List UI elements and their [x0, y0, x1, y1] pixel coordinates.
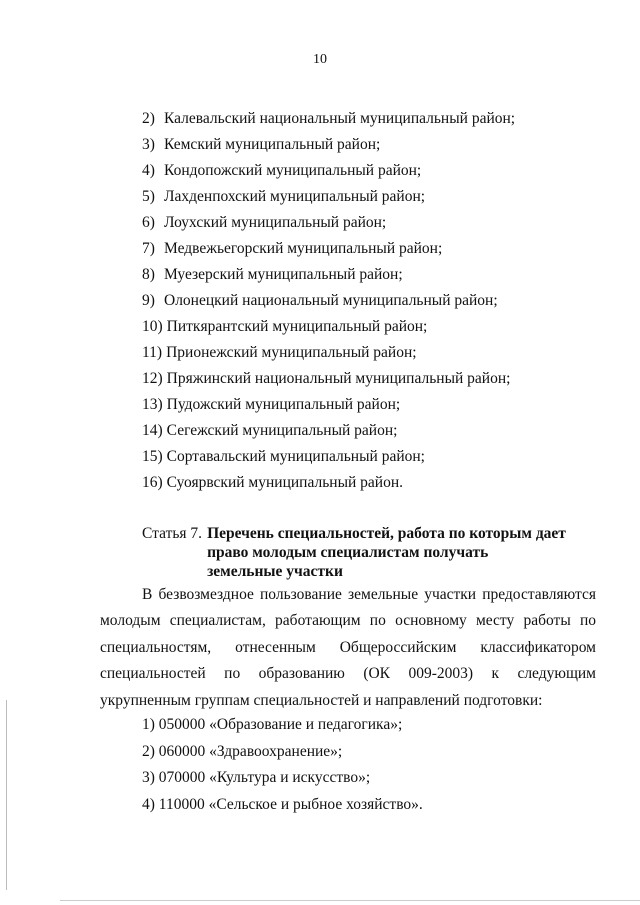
list-item — [142, 340, 515, 366]
item-number: 9) — [142, 292, 155, 309]
list-item — [142, 366, 515, 392]
list-item — [142, 792, 423, 819]
item-text: Суоярвский муниципальный район. — [166, 474, 404, 491]
item-text: Прионежский муниципальный район; — [166, 344, 417, 361]
item-text: Калевальский национальный муниципальный район; — [164, 110, 516, 127]
list-item — [142, 262, 515, 288]
list-item — [142, 132, 515, 158]
item-text: Медвежьегорский муниципальный район; — [164, 240, 443, 257]
item-text: 060000 «Здравоохранение»; — [158, 742, 343, 760]
specialty-group-list — [142, 712, 423, 818]
item-text: Лоухский муниципальный район; — [164, 214, 387, 231]
scan-edge-line — [6, 700, 7, 890]
list-item — [142, 184, 515, 210]
item-text: Пряжинский национальный муниципальный район; — [166, 370, 511, 387]
article-heading — [142, 524, 582, 581]
article-title: Перечень специальностей, работа по которым дает право молодым специалистам получать земельные участки — [207, 525, 566, 580]
body-paragraph: В безвозмездное пользование земельные участки предоставляются молодым специалистам, работающим по основному месту работы по специальностям, отнесенным Общероссийским классификатором специальностей по образованию (ОК 009-2003) к следующим укрупненным группам специальностей и направлений подготовки: — [100, 586, 596, 709]
item-number: 13) — [142, 396, 163, 413]
item-text: Муезерский муниципальный район; — [164, 266, 403, 283]
item-number: 6) — [142, 214, 155, 231]
item-text: Питкярантский муниципальный район; — [166, 318, 428, 335]
item-number: 3) — [142, 769, 155, 786]
list-item — [142, 418, 515, 444]
item-text: Кондопожский муниципальный район; — [164, 162, 422, 179]
list-item — [142, 210, 515, 236]
list-item — [142, 712, 423, 739]
item-number: 10) — [142, 318, 163, 335]
list-item — [142, 444, 515, 470]
item-number: 11) — [142, 344, 163, 361]
item-number: 2) — [142, 110, 155, 127]
item-number: 2) — [142, 742, 155, 760]
item-number: 16) — [142, 474, 163, 491]
page-number: 10 — [313, 52, 327, 67]
list-item — [142, 288, 515, 314]
item-number: 12) — [142, 370, 163, 387]
list-item — [142, 765, 423, 792]
district-list — [142, 106, 515, 496]
item-text: Кемский муниципальный район; — [164, 136, 381, 153]
list-item — [142, 392, 515, 418]
list-item — [142, 106, 515, 132]
list-item — [142, 739, 423, 766]
item-text: 070000 «Культура и искусство»; — [158, 769, 371, 786]
item-number: 1) — [142, 716, 155, 733]
item-number: 15) — [142, 448, 163, 465]
item-number: 5) — [142, 188, 155, 205]
item-number: 14) — [142, 422, 163, 439]
item-text: Олонецкий национальный муниципальный район; — [164, 292, 498, 309]
item-text: Лахденпохский муниципальный район; — [164, 188, 426, 205]
list-item — [142, 314, 515, 340]
list-item — [142, 236, 515, 262]
list-item — [142, 470, 515, 496]
item-text: 110000 «Сельское и рыбное хозяйство». — [158, 795, 423, 813]
article-label: Статья 7. — [142, 525, 203, 542]
scan-edge-line — [60, 900, 640, 901]
item-number: 4) — [142, 795, 155, 813]
item-number: 8) — [142, 266, 155, 283]
item-text: Пудожский муниципальный район; — [166, 396, 401, 413]
item-text: 050000 «Образование и педагогика»; — [158, 716, 403, 733]
item-text: Сортавальский муниципальный район; — [166, 448, 425, 465]
item-text: Сегежский муниципальный район; — [166, 422, 398, 439]
item-number: 3) — [142, 136, 155, 153]
list-item — [142, 158, 515, 184]
item-number: 7) — [142, 240, 155, 257]
item-number: 4) — [142, 162, 155, 179]
